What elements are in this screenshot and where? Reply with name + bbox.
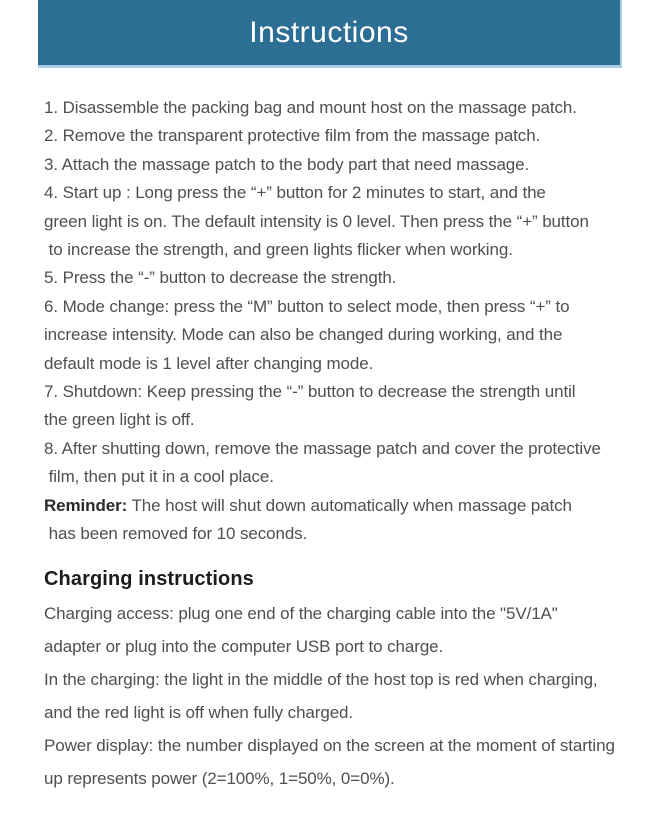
instruction-line: 2. Remove the transparent protective film from the massage patch. — [44, 126, 541, 146]
charging-line: and the red light is off when fully charged. — [44, 702, 354, 722]
charging-line: up represents power (2=100%, 1=50%, 0=0%). — [44, 768, 395, 788]
instruction-line: 1. Disassemble the packing bag and mount host on the massage patch. — [44, 98, 577, 117]
instructions-list — [44, 94, 658, 549]
instruction-line: Reminder: The host will shut down automatically when massage patch — [44, 495, 572, 515]
charging-line: Power display: the number displayed on the screen at the moment of starting — [44, 735, 615, 755]
charging-line: adapter or plug into the computer USB port to charge. — [44, 636, 444, 656]
instruction-line: increase intensity. Mode can also be changed during working, and the — [44, 325, 563, 345]
instruction-line: 8. After shutting down, remove the massage patch and cover the protective — [44, 438, 601, 458]
instruction-line: default mode is 1 level after changing mode. — [44, 353, 374, 373]
reminder-label: Reminder: — [44, 495, 128, 515]
charging-list — [44, 597, 658, 795]
instruction-line: 5. Press the “-” button to decrease the strength. — [44, 268, 397, 288]
instruction-line: green light is on. The default intensity is 0 level. Then press the “+” button — [44, 211, 589, 231]
instruction-line: 7. Shutdown: Keep pressing the “-” button to decrease the strength until — [44, 382, 576, 402]
instruction-line: 3. Attach the massage patch to the body part that need massage. — [44, 154, 530, 174]
instruction-line: the green light is off. — [44, 410, 195, 430]
document-body — [44, 94, 658, 795]
charging-heading: Charging instructions — [44, 567, 254, 590]
page-title: Instructions — [249, 15, 409, 49]
instruction-line: has been removed for 10 seconds. — [44, 524, 308, 544]
instruction-line: to increase the strength, and green lights flicker when working. — [44, 240, 513, 260]
instruction-line: 4. Start up : Long press the “+” button for 2 minutes to start, and the — [44, 183, 546, 203]
instruction-line: film, then put it in a cool place. — [44, 467, 274, 487]
instructions-banner — [38, 0, 622, 68]
charging-line: Charging access: plug one end of the charging cable into the "5V/1A" — [44, 603, 558, 623]
charging-line: In the charging: the light in the middle of the host top is red when charging, — [44, 669, 598, 689]
instruction-line: 6. Mode change: press the “M” button to select mode, then press “+” to — [44, 296, 570, 316]
